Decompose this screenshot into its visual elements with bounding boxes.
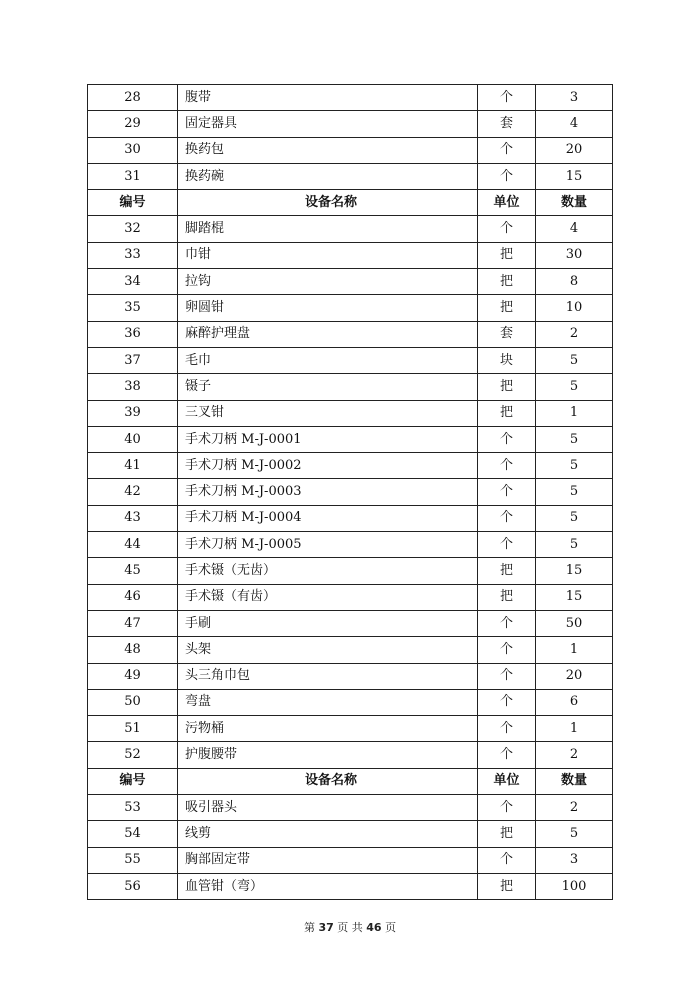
cell-unit: 个 [478, 663, 536, 689]
cell-name: 手术刀柄 M-J-0001 [178, 426, 478, 452]
cell-name: 三叉钳 [178, 400, 478, 426]
cell-unit: 个 [478, 742, 536, 768]
table-row [88, 111, 613, 137]
cell-qty: 3 [536, 85, 613, 111]
cell-qty: 5 [536, 453, 613, 479]
cell-unit: 个 [478, 85, 536, 111]
header-cell-name: 设备名称 [178, 190, 478, 216]
header-cell-no: 编号 [88, 768, 178, 794]
cell-name: 麻醉护理盘 [178, 321, 478, 347]
cell-qty: 5 [536, 532, 613, 558]
header-cell-no: 编号 [88, 190, 178, 216]
table-row [88, 374, 613, 400]
cell-unit: 把 [478, 269, 536, 295]
table-row [88, 479, 613, 505]
cell-name: 换药碗 [178, 163, 478, 189]
cell-name: 手术刀柄 M-J-0004 [178, 505, 478, 531]
cell-unit: 个 [478, 610, 536, 636]
cell-name: 手术刀柄 M-J-0003 [178, 479, 478, 505]
cell-unit: 个 [478, 137, 536, 163]
footer-mid: 页 共 [337, 921, 363, 934]
cell-unit: 把 [478, 821, 536, 847]
current-page-number: 37 [318, 921, 334, 934]
cell-name: 污物桶 [178, 716, 478, 742]
cell-no: 49 [88, 663, 178, 689]
cell-name: 手术镊（有齿） [178, 584, 478, 610]
cell-qty: 20 [536, 137, 613, 163]
table-header-row [88, 768, 613, 794]
cell-no: 31 [88, 163, 178, 189]
footer-prefix: 第 [303, 921, 315, 934]
cell-qty: 5 [536, 426, 613, 452]
cell-qty: 100 [536, 873, 613, 899]
table-row [88, 347, 613, 373]
header-cell-qty: 数量 [536, 768, 613, 794]
cell-unit: 个 [478, 795, 536, 821]
cell-qty: 50 [536, 610, 613, 636]
cell-qty: 5 [536, 505, 613, 531]
cell-name: 换药包 [178, 137, 478, 163]
equipment-table [87, 84, 613, 900]
cell-no: 40 [88, 426, 178, 452]
cell-qty: 1 [536, 637, 613, 663]
header-cell-name: 设备名称 [178, 768, 478, 794]
cell-qty: 5 [536, 821, 613, 847]
cell-unit: 个 [478, 847, 536, 873]
cell-name: 头架 [178, 637, 478, 663]
cell-qty: 6 [536, 689, 613, 715]
cell-no: 43 [88, 505, 178, 531]
table-row [88, 742, 613, 768]
cell-qty: 30 [536, 242, 613, 268]
cell-no: 38 [88, 374, 178, 400]
cell-no: 55 [88, 847, 178, 873]
cell-no: 44 [88, 532, 178, 558]
table-row [88, 269, 613, 295]
cell-qty: 2 [536, 742, 613, 768]
cell-no: 48 [88, 637, 178, 663]
header-cell-qty: 数量 [536, 190, 613, 216]
cell-unit: 把 [478, 374, 536, 400]
table-row [88, 847, 613, 873]
cell-name: 脚踏棍 [178, 216, 478, 242]
cell-unit: 个 [478, 689, 536, 715]
cell-qty: 1 [536, 400, 613, 426]
equipment-table-body [88, 85, 613, 900]
cell-no: 50 [88, 689, 178, 715]
cell-qty: 15 [536, 163, 613, 189]
cell-name: 胸部固定带 [178, 847, 478, 873]
cell-qty: 4 [536, 216, 613, 242]
cell-name: 吸引器头 [178, 795, 478, 821]
cell-name: 手术刀柄 M-J-0005 [178, 532, 478, 558]
table-row [88, 795, 613, 821]
table-row [88, 321, 613, 347]
cell-no: 54 [88, 821, 178, 847]
cell-no: 45 [88, 558, 178, 584]
cell-no: 32 [88, 216, 178, 242]
cell-unit: 把 [478, 584, 536, 610]
cell-unit: 个 [478, 453, 536, 479]
cell-qty: 2 [536, 321, 613, 347]
cell-name: 弯盘 [178, 689, 478, 715]
cell-qty: 10 [536, 295, 613, 321]
cell-unit: 个 [478, 479, 536, 505]
table-row [88, 532, 613, 558]
cell-name: 护腹腰带 [178, 742, 478, 768]
cell-no: 42 [88, 479, 178, 505]
cell-unit: 个 [478, 532, 536, 558]
cell-name: 固定器具 [178, 111, 478, 137]
cell-qty: 15 [536, 584, 613, 610]
table-header-row [88, 190, 613, 216]
cell-no: 30 [88, 137, 178, 163]
table-row [88, 716, 613, 742]
cell-unit: 套 [478, 321, 536, 347]
cell-qty: 5 [536, 374, 613, 400]
cell-unit: 个 [478, 505, 536, 531]
cell-name: 手术刀柄 M-J-0002 [178, 453, 478, 479]
cell-name: 手术镊（无齿） [178, 558, 478, 584]
table-row [88, 453, 613, 479]
table-row [88, 163, 613, 189]
cell-unit: 把 [478, 873, 536, 899]
cell-unit: 把 [478, 558, 536, 584]
table-row [88, 426, 613, 452]
cell-name: 毛巾 [178, 347, 478, 373]
cell-name: 头三角巾包 [178, 663, 478, 689]
cell-name: 血管钳（弯） [178, 873, 478, 899]
cell-unit: 把 [478, 295, 536, 321]
cell-no: 47 [88, 610, 178, 636]
total-page-count: 46 [366, 921, 382, 934]
footer-suffix: 页 [385, 921, 397, 934]
cell-unit: 个 [478, 216, 536, 242]
cell-name: 腹带 [178, 85, 478, 111]
cell-name: 手刷 [178, 610, 478, 636]
cell-unit: 个 [478, 716, 536, 742]
header-cell-unit: 单位 [478, 190, 536, 216]
cell-no: 28 [88, 85, 178, 111]
cell-qty: 3 [536, 847, 613, 873]
cell-unit: 块 [478, 347, 536, 373]
cell-qty: 1 [536, 716, 613, 742]
cell-no: 46 [88, 584, 178, 610]
cell-no: 35 [88, 295, 178, 321]
cell-unit: 把 [478, 242, 536, 268]
cell-qty: 5 [536, 347, 613, 373]
cell-qty: 15 [536, 558, 613, 584]
page-footer [0, 919, 700, 935]
cell-unit: 把 [478, 400, 536, 426]
cell-no: 36 [88, 321, 178, 347]
cell-name: 线剪 [178, 821, 478, 847]
cell-unit: 个 [478, 637, 536, 663]
cell-unit: 个 [478, 426, 536, 452]
cell-qty: 8 [536, 269, 613, 295]
cell-no: 29 [88, 111, 178, 137]
cell-unit: 套 [478, 111, 536, 137]
cell-qty: 4 [536, 111, 613, 137]
table-row [88, 242, 613, 268]
table-row [88, 400, 613, 426]
cell-no: 34 [88, 269, 178, 295]
table-row [88, 637, 613, 663]
table-row [88, 505, 613, 531]
cell-no: 51 [88, 716, 178, 742]
cell-no: 53 [88, 795, 178, 821]
cell-name: 拉钩 [178, 269, 478, 295]
cell-unit: 个 [478, 163, 536, 189]
table-row [88, 821, 613, 847]
cell-qty: 20 [536, 663, 613, 689]
header-cell-unit: 单位 [478, 768, 536, 794]
table-row [88, 85, 613, 111]
table-row [88, 584, 613, 610]
table-row [88, 610, 613, 636]
cell-no: 39 [88, 400, 178, 426]
cell-qty: 5 [536, 479, 613, 505]
cell-no: 56 [88, 873, 178, 899]
table-row [88, 873, 613, 899]
table-row [88, 663, 613, 689]
cell-name: 镊子 [178, 374, 478, 400]
cell-no: 52 [88, 742, 178, 768]
table-row [88, 137, 613, 163]
cell-no: 41 [88, 453, 178, 479]
table-row [88, 558, 613, 584]
cell-no: 33 [88, 242, 178, 268]
cell-qty: 2 [536, 795, 613, 821]
table-row [88, 295, 613, 321]
table-row [88, 216, 613, 242]
cell-name: 卵圆钳 [178, 295, 478, 321]
table-row [88, 689, 613, 715]
cell-name: 巾钳 [178, 242, 478, 268]
cell-no: 37 [88, 347, 178, 373]
